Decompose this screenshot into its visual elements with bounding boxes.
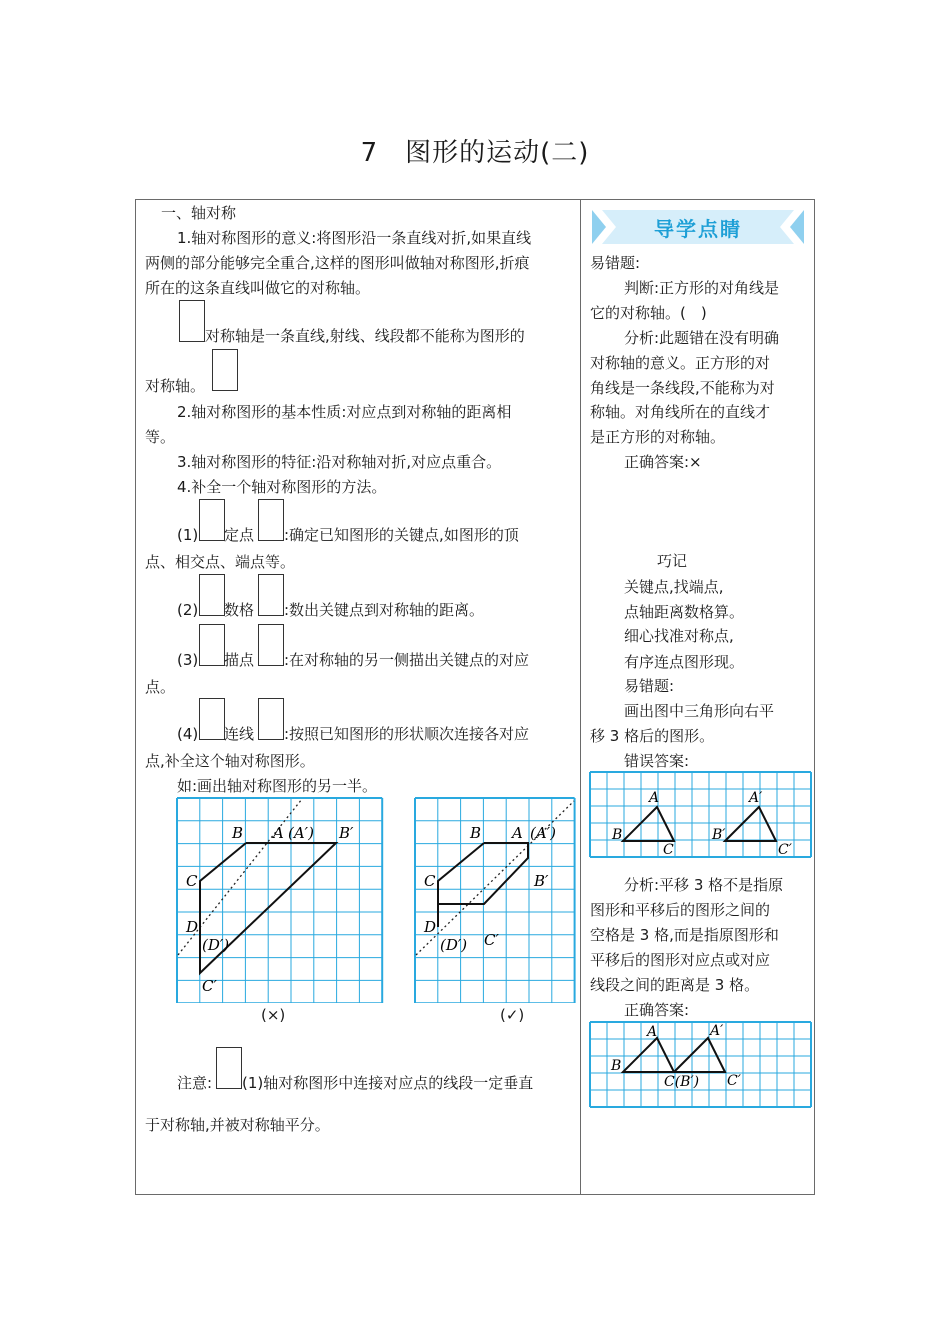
moved-triangle: [725, 807, 776, 841]
label-b-prime: B′: [712, 827, 726, 843]
original-triangle: [623, 807, 674, 841]
step-1-text: :确定已知图形的关键点,如图形的顶: [284, 526, 519, 544]
moved-triangle: [674, 1038, 725, 1072]
example-text: 如:画出轴对称图形的另一半。: [177, 777, 378, 795]
original-triangle: [623, 1038, 674, 1072]
step-4-text-cont: 点,补全这个轴对称图形。: [145, 752, 315, 770]
correct-symmetry-figure: [414, 797, 580, 1003]
step-4-number: (4): [177, 725, 199, 743]
note-text-cont: 于对称轴,并被对称轴平分。: [145, 1116, 330, 1134]
label-a: A: [647, 1024, 658, 1040]
answer-line: 正确答案:×: [624, 453, 702, 471]
translate-line-1: 画出图中三角形向右平: [624, 702, 775, 720]
blank-box: [199, 499, 225, 541]
label-d: D: [424, 918, 437, 936]
wrong-answer-label: 错误答案:: [624, 752, 690, 770]
mnemonic-line-2: 点轴距离数格算。: [624, 603, 745, 621]
mistake-heading-2: 易错题:: [624, 677, 675, 695]
analysis2-line-3: 空格是 3 格,而是指原图形和: [590, 926, 779, 944]
label-b: B: [232, 824, 244, 842]
property-line-1: 2.轴对称图形的基本性质:对应点到对称轴的距离相: [177, 403, 512, 421]
label-c-b-prime: C(B′): [664, 1074, 700, 1090]
analysis2-line-4: 平移后的图形对应点或对应: [590, 951, 771, 969]
label-c-prime: C′: [778, 842, 792, 858]
step-3-number: (3): [177, 651, 199, 669]
blank-box: [258, 624, 284, 666]
label-a-prime: (A′): [288, 824, 314, 842]
mnemonic-heading: 巧记: [657, 552, 688, 570]
blank-box: [216, 1047, 242, 1089]
mistake-heading: 易错题:: [590, 254, 641, 272]
feature-line: 3.轴对称图形的特征:沿对称轴对折,对应点重合。: [177, 453, 502, 471]
label-c-prime: C′: [202, 977, 217, 995]
step-1-number: (1): [177, 526, 199, 544]
mnemonic-line-1: 关键点,找端点,: [624, 578, 724, 596]
blank-box: [199, 698, 225, 740]
definition-line-2: 两侧的部分能够完全重合,这样的图形叫做轴对称图形,折痕: [145, 254, 530, 272]
blank-box: [212, 349, 238, 391]
label-c: C: [424, 872, 436, 890]
wrong-symmetry-figure: [176, 797, 386, 1003]
blank-box: [199, 624, 225, 666]
correct-translation-figure: [589, 1021, 815, 1109]
right-mark: (✓): [500, 1006, 525, 1024]
judge-line-1: 判断:正方形的对角线是: [624, 279, 780, 297]
step-2-name: 数格: [224, 601, 255, 619]
wrong-translation-figure: [589, 771, 815, 859]
step-1-text-cont: 点、相交点、端点等。: [145, 553, 296, 571]
mnemonic-line-4: 有序连点图形现。: [624, 653, 745, 671]
step-2-number: (2): [177, 601, 199, 619]
step-3-text-cont: 点。: [145, 678, 176, 696]
step-3-name: 描点: [224, 651, 255, 669]
step-4-text: :按照已知图形的形状顺次连接各对应: [284, 725, 530, 743]
blank-box: [258, 499, 284, 541]
label-b-prime: B′: [534, 872, 549, 890]
label-d: D: [186, 918, 199, 936]
analysis-line-4: 称轴。对角线所在的直线才: [590, 403, 771, 421]
step-1-name: 定点: [224, 526, 255, 544]
method-heading: 4.补全一个轴对称图形的方法。: [177, 478, 387, 496]
label-a: A: [273, 824, 284, 842]
analysis-line-2: 对称轴的意义。正方形的对: [590, 354, 771, 372]
section-heading: 一、轴对称: [161, 204, 237, 222]
blank-box: [179, 300, 205, 342]
guide-banner-title: 导学点睛: [654, 217, 742, 241]
judge-line-2: 它的对称轴。( ): [590, 304, 707, 322]
blank-box: [199, 574, 225, 616]
translate-line-2: 移 3 格后的图形。: [590, 727, 715, 745]
label-b-prime: B′: [339, 824, 354, 842]
label-c-prime: C′: [484, 931, 499, 949]
blank-box: [258, 574, 284, 616]
step-3-text: :在对称轴的另一侧描出关键点的对应: [284, 651, 530, 669]
definition-line-3: 所在的这条直线叫做它的对称轴。: [145, 279, 371, 297]
axis-note-line-2: 对称轴。: [145, 377, 206, 395]
label-c: C: [186, 872, 198, 890]
correct-answer-label: 正确答案:: [624, 1001, 690, 1019]
label-c-prime: C′: [727, 1073, 741, 1089]
definition-line-1: 1.轴对称图形的意义:将图形沿一条直线对折,如果直线: [177, 229, 532, 247]
note-label: 注意:: [177, 1074, 213, 1092]
axis-note-line-1: 对称轴是一条直线,射线、线段都不能称为图形的: [205, 327, 525, 345]
step-2-text: :数出关键点到对称轴的距离。: [284, 601, 485, 619]
grid: [590, 1022, 811, 1107]
blank-box: [258, 698, 284, 740]
mnemonic-line-3: 细心找准对称点,: [624, 627, 734, 645]
label-b: B: [611, 1058, 622, 1074]
label-a-prime: (A′): [530, 824, 556, 842]
analysis-line-5: 是正方形的对称轴。: [590, 428, 726, 446]
label-c: C: [663, 842, 674, 858]
label-a: A: [649, 790, 660, 806]
label-b: B: [470, 824, 482, 842]
analysis2-line-1: 分析:平移 3 格不是指原: [624, 876, 784, 894]
page-title: 7 图形的运动(二): [360, 138, 590, 168]
label-d-prime: (D′): [202, 936, 230, 954]
label-a: A: [512, 824, 523, 842]
label-d-prime: (D′): [440, 936, 468, 954]
label-a-prime: A′: [749, 790, 763, 806]
label-a-prime: A′: [710, 1023, 724, 1039]
column-divider: [580, 199, 581, 1195]
analysis2-line-5: 线段之间的距离是 3 格。: [590, 976, 760, 994]
wrong-mark: (×): [261, 1006, 286, 1024]
step-4-name: 连线: [224, 725, 255, 743]
analysis2-line-2: 图形和平移后的图形之间的: [590, 901, 771, 919]
analysis-line-1: 分析:此题错在没有明确: [624, 329, 780, 347]
label-b: B: [612, 827, 623, 843]
analysis-line-3: 角线是一条线段,不能称为对: [590, 379, 775, 397]
property-line-2: 等。: [145, 428, 176, 446]
note-text: (1)轴对称图形中连接对应点的线段一定垂直: [242, 1074, 534, 1092]
